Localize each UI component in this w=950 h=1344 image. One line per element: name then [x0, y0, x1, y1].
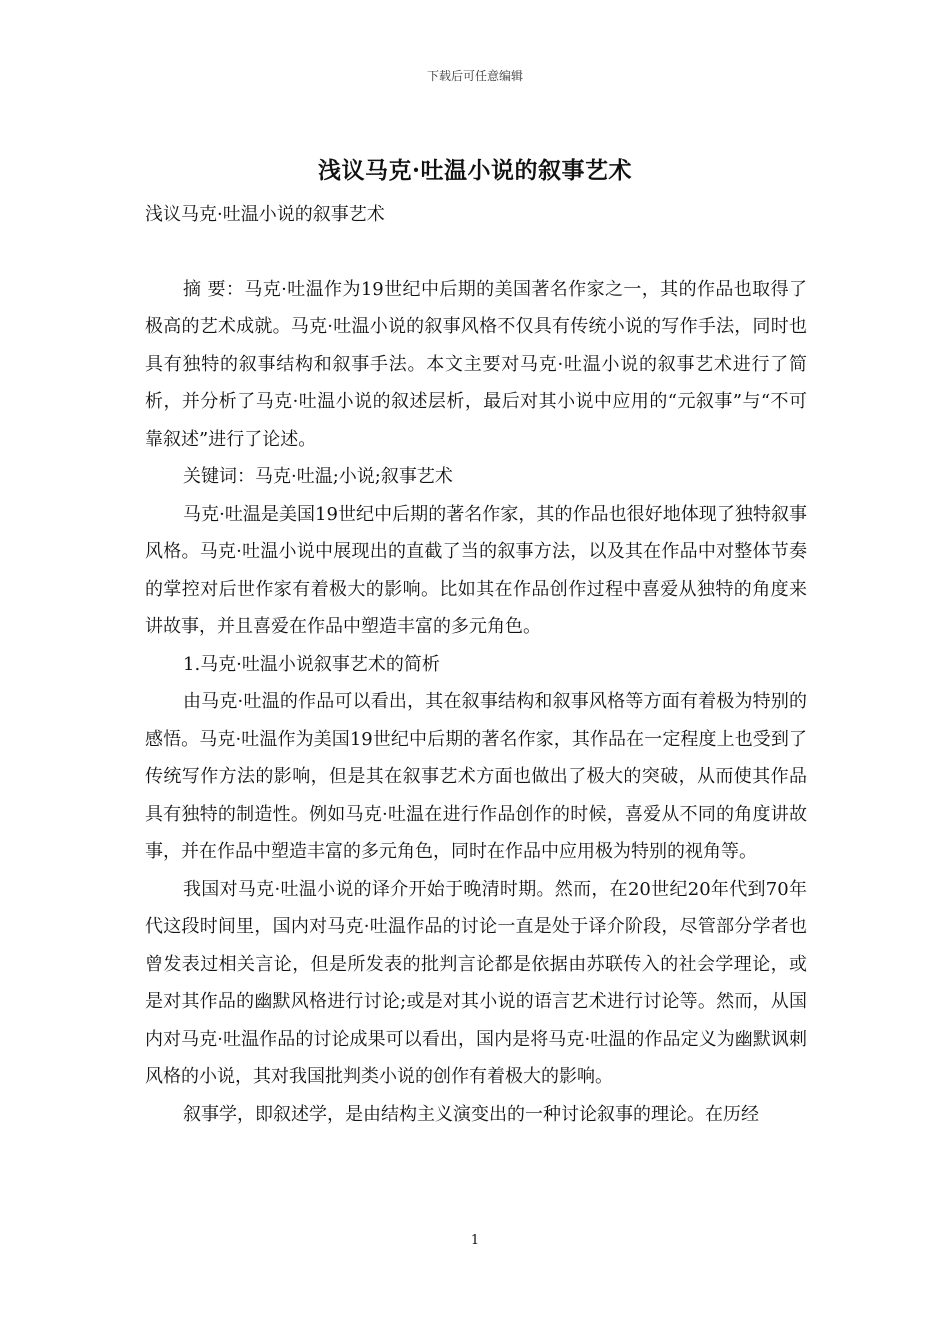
- page-header: 下载后可任意编辑: [426, 69, 523, 83]
- body-paragraph: 由马克·吐温的作品可以看出，其在叙事结构和叙事风格等方面有着极为特别的感悟。马克·吐温作为美国19世纪中后期的著名作家，其作品在一定程度上也受到了传统写作方法的影响，但是其在叙事艺术方面也做出了极大的突破，从而使其作品具有独特的制造性。例如马克·吐温在进行作品创作的时候，喜爱从不同的角度讲故事，并在作品中塑造丰富的多元角色，同时在作品中应用极为特别的视角等。: [145, 691, 807, 862]
- document-body: [145, 196, 807, 1133]
- section-heading: 1.马克·吐温小说叙事艺术的简析: [183, 653, 440, 675]
- intro-paragraph: 马克·吐温是美国19世纪中后期的著名作家，其的作品也很好地体现了独特叙事风格。马克·吐温小说中展现出的直截了当的叙事方法，以及其在作品中对整体节奏的掌控对后世作家有着极大的影响。比如其在作品创作过程中喜爱从独特的角度来讲故事，并且喜爱在作品中塑造丰富的多元角色。: [145, 503, 807, 637]
- body-paragraph: 叙事学，即叙述学，是由结构主义演变出的一种讨论叙事的理论。在历经: [183, 1103, 759, 1125]
- body-paragraph: 我国对马克·吐温小说的译介开始于晚清时期。然而，在20世纪20年代到70年代这段时间里，国内对马克·吐温作品的讨论一直是处于译介阶段，尽管部分学者也曾发表过相关言论，但是所发表的批判言论都是依据由苏联传入的社会学理论，或是对其作品的幽默风格进行讨论;或是对其小说的语言艺术进行讨论等。然而，从国内对马克·吐温作品的讨论成果可以看出，国内是将马克·吐温的作品定义为幽默讽刺风格的小说，其对我国批判类小说的创作有着极大的影响。: [145, 878, 807, 1087]
- document-subtitle: 浅议马克·吐温小说的叙事艺术: [145, 204, 385, 225]
- keywords-paragraph: 关键词：马克·吐温;小说;叙事艺术: [183, 466, 453, 487]
- abstract-paragraph: 摘 要：马克·吐温作为19世纪中后期的美国著名作家之一，其的作品也取得了极高的艺术成就。马克·吐温小说的叙事风格不仅具有传统小说的写作手法，同时也具有独特的叙事结构和叙事手法。本文主要对马克·吐温小说的叙事艺术进行了简析，并分析了马克·吐温小说的叙述层析，最后对其小说中应用的“元叙事”与“不可靠叙述”进行了论述。: [145, 278, 807, 450]
- document-title: 浅议马克·吐温小说的叙事艺术: [317, 157, 632, 184]
- page-number: 1: [470, 1233, 480, 1248]
